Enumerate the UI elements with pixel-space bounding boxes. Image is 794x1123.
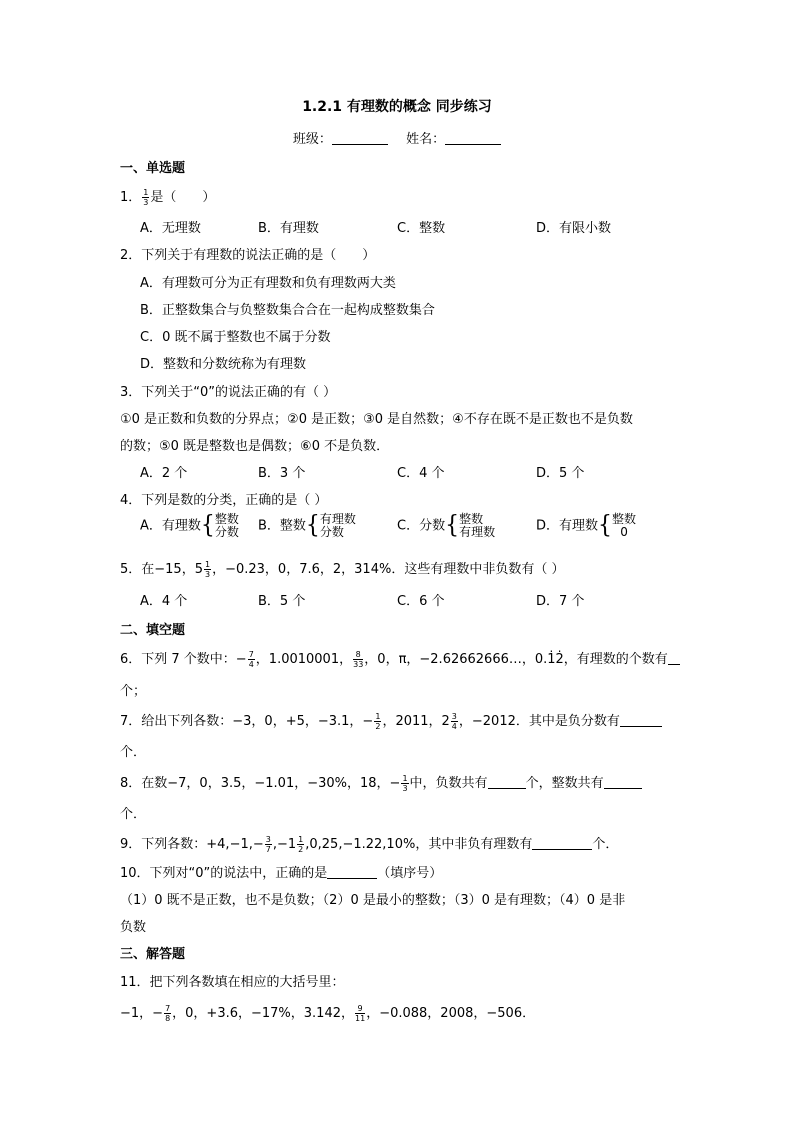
q3-statements-line2: 的数；⑤0 既是整数也是偶数；⑥0 不是负数． (120, 439, 390, 454)
q1-option-d[interactable]: D．有限小数 (536, 221, 612, 236)
q4-option-d[interactable]: D．有理数{ 整数 0 (536, 511, 637, 540)
q3-option-a[interactable]: A．2 个 (140, 466, 188, 481)
question-3-stem: 3．下列关于“0”的说法正确的有（ ） (120, 385, 337, 400)
q8-line2: 个． (120, 807, 147, 822)
q1-option-c[interactable]: C．整数 (397, 221, 446, 236)
q10-statements-line2: 负数 (120, 920, 147, 935)
question-9: 9．下列各数：+4,−1,− $\frac{3}{7}$ ,−1 $\frac{1}{2}$ ,0,25,−1.22,10%，其中非负有理数有 个． (120, 835, 619, 854)
q5-mixed-number: 5 $\frac{1}{3}$ (194, 560, 211, 579)
question-5-stem: 5．在−15，5 $\frac{1}{3}$ ，−0.23，0，7.6，2，314%．这些有理数中非负数有（ ） (120, 560, 565, 579)
class-label: 班级： (292, 132, 332, 147)
question-11-stem: 11．把下列各数填在相应的大括号里： (120, 975, 345, 990)
question-8: 8．在数−7，0，3.5，−1.01，−30%，18，− $\frac{1}{3}$ 中，负数共有 个，整数共有 (120, 772, 642, 793)
q1-stem: 是（ ） (150, 190, 216, 205)
question-7: 7．给出下列各数：−3，0，+5，−3.1，− $\frac{1}{2}$ ，2011，2 $\frac{3}{4}$ ，−2012．其中是负分数有 (120, 710, 662, 731)
q2-option-a[interactable]: A．有理数可分为正有理数和负有理数两大类 (140, 276, 396, 291)
brace-icon: { (445, 511, 460, 540)
q5-option-d[interactable]: D．7 个 (536, 594, 585, 609)
question-4-stem: 4．下列是数的分类，正确的是（ ） (120, 493, 328, 508)
q7-answer-blank[interactable] (620, 714, 662, 727)
page-title: 1.2.1 有理数的概念 同步练习 (302, 99, 492, 115)
q5-option-c[interactable]: C．6 个 (397, 594, 445, 609)
q1-option-a[interactable]: A．无理数 (140, 221, 201, 236)
q6-line2: 个； (120, 684, 147, 699)
brace-icon: { (200, 511, 215, 540)
question-10: 10．下列对“0”的说法中，正确的是 （填序号） (120, 866, 443, 881)
q2-option-b[interactable]: B．正整数集合与负整数集合合在一起构成整数集合 (140, 303, 435, 318)
q8-integer-blank[interactable] (604, 776, 642, 789)
q5-option-b[interactable]: B．5 个 (258, 594, 306, 609)
q11-numbers: −1，− $\frac{7}{8}$ ，0，+3.6，−17%，3.142， $\frac{9}{11}$ ，−0.088，2008，−506． (120, 1004, 536, 1023)
q6-answer-blank[interactable] (668, 652, 680, 665)
q8-negative-blank[interactable] (488, 776, 526, 789)
question-2-stem: 2．下列关于有理数的说法正确的是（ ） (120, 248, 376, 263)
q7-line2: 个． (120, 745, 147, 760)
name-label: 姓名： (406, 132, 446, 147)
q9-answer-blank[interactable] (532, 837, 592, 850)
q4-option-b[interactable]: B．整数{ 有理数 分数 (258, 511, 356, 540)
q4-option-c[interactable]: C．分数{ 整数 有理数 (397, 511, 496, 540)
q1-option-b[interactable]: B．有理数 (258, 221, 319, 236)
name-blank[interactable] (445, 132, 501, 145)
brace-icon: { (598, 511, 613, 540)
q5-option-a[interactable]: A．4 个 (140, 594, 188, 609)
q10-answer-blank[interactable] (327, 866, 377, 879)
q3-option-d[interactable]: D．5 个 (536, 466, 585, 481)
brace-icon: { (305, 511, 320, 540)
q10-statements-line1: （1）0 既不是正数，也不是负数；（2）0 是最小的整数；（3）0 是有理数；（4）0 是非 (120, 893, 626, 908)
student-info-line (0, 128, 794, 147)
q3-option-c[interactable]: C．4 个 (397, 466, 445, 481)
question-6: 6．下列 7 个数中：− $\frac{7}{4}$ ，1.0010001， $\frac{8}{33}$ ，0，π，−2.62662666…，0.1̇2̇，有理数的个数有 (120, 648, 680, 669)
q1-number: 1． (120, 190, 142, 205)
class-blank[interactable] (332, 132, 388, 145)
section-single-choice: 一、单选题 (120, 161, 186, 176)
q3-statements-line1: ①0 是正数和负数的分界点；②0 是正数；③0 是自然数；④不存在既不是正数也不是负数 (120, 412, 633, 427)
question-1 (120, 186, 215, 207)
q2-option-c[interactable]: C．0 既不属于整数也不属于分数 (140, 330, 331, 345)
section-solve: 三、解答题 (120, 947, 186, 962)
q3-option-b[interactable]: B．3 个 (258, 466, 306, 481)
section-fill-blank: 二、填空题 (120, 623, 186, 638)
q2-option-d[interactable]: D．整数和分数统称为有理数 (140, 357, 307, 372)
q4-option-a[interactable]: A．有理数{ 整数 分数 (140, 511, 239, 540)
q1-fraction: $\frac{1}{3}$ (143, 188, 149, 207)
